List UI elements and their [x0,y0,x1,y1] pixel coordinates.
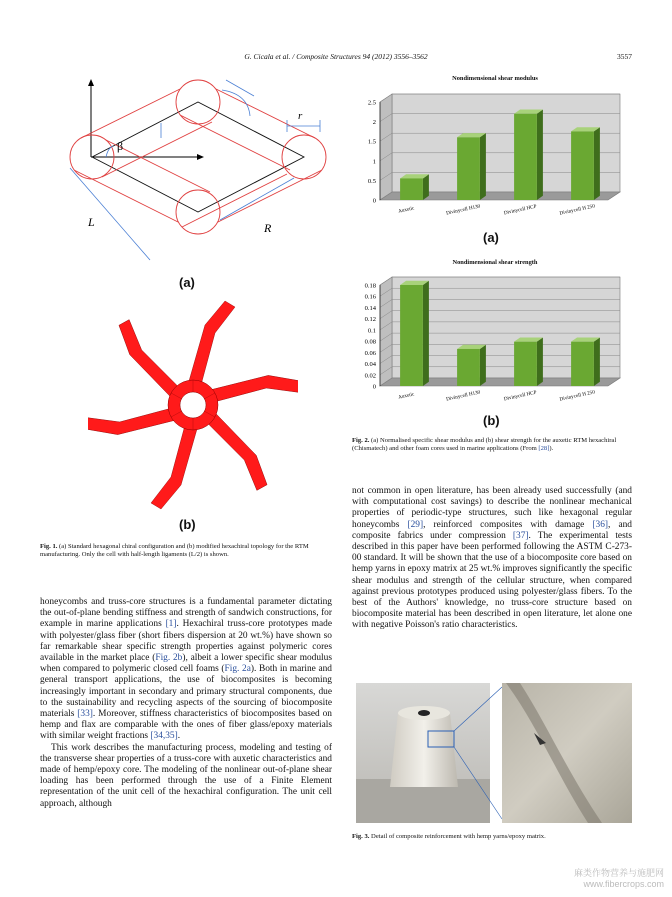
chart-b-title: Nondimensional shear strength [452,259,538,266]
fig2-caption [352,437,632,453]
fig3-caption-text: Detail of composite reinforcement with hemp yarns/epoxy matrix. [369,833,546,840]
ref-1-link[interactable]: [1] [165,619,177,630]
fig1-caption [40,543,332,559]
ligament-4 [180,115,290,170]
chart-b-side-wall [380,277,392,386]
ref-36-link[interactable]: [36] [592,519,609,530]
chart-b-bar-side [537,337,543,386]
dim-line-top [226,80,254,96]
chart-a-bar [571,131,594,200]
chart-b-ytick-label: 0.12 [364,316,376,324]
chart-a-bar [514,114,537,200]
x-arrowhead-icon [197,154,204,160]
chart-b-category-label: Divinycell H130 [445,389,481,403]
fig3-caption [352,833,632,841]
chart-a-ytick-label: 2 [372,119,376,127]
p3-text-d: . The experimental tests described in this paper have been performed following the ASTM C-273-00 standard. It will be shown that the use of a biocomposite core based on hemp yarns in epoxy matrix at 25 wt.% improves significantly the specific shear modulus and strength of the cellular structure, when compared against previous prototypes produced using polyester/glass fibers. To the best of the Authors' knowledge, no truss-core structure based on biocomposite material has been described in open literature, let alone one with negative Poisson's ratio characteristics. [352,530,632,631]
dim-line-R [220,178,294,220]
fig1a-hexachiral-diagram [50,70,340,270]
right-column-text [352,486,632,632]
chart-a-category-label: Auxetic [397,205,415,215]
dim-line-L [70,168,150,260]
chart-a-ytick-label: 1 [372,158,376,166]
hemp-yarn-spool [390,713,458,787]
paragraph-2: This work describes the manufacturing process, modeling and testing of the transverse shear properties of a truss-core with auxetic characteristics and made of hemp/epoxy core. The modeling of the nonlinear out-of-plane shear loading has been performed through the use of a Finite Element representation of the unit cell of the hexachiral configuration. The unit cell approach, although [40,742,332,809]
chart-b-category-label: Divinycell H 250 [559,389,596,403]
chart-b-bar [571,342,594,386]
chart-b-ytick-label: 0.18 [364,282,376,290]
fig2-panel-b-label: (b) [483,413,500,428]
fig2-caption-ref[interactable]: [28] [538,445,550,453]
chart-a-title: Nondimensional shear modulus [452,75,538,82]
chart-a-bar [400,178,423,200]
fig1b-hexachiral-cell [88,300,298,510]
hub-hole [180,392,206,418]
page-number: 3557 [617,52,632,61]
chart-b [340,267,632,412]
chart-a-category-label: Divinycell H130 [445,203,481,217]
chart-b-ytick-label: 0.04 [364,361,376,369]
fig1-panel-b-label: (b) [179,517,196,532]
chart-a-ytick-label: 0 [372,197,376,205]
chart-a-bar [457,137,480,200]
site-watermark [574,866,664,889]
chart-a-ytick-label: 1.5 [367,138,376,146]
chart-a-side-wall [380,94,392,200]
chart-a-bar-side [594,127,600,200]
journal-citation: G. Cicala et al. / Composite Structures 94 (2012) 3556–3562 [244,52,428,61]
fig1-panel-a-label: (a) [179,275,195,290]
chart-b-bar [457,349,480,386]
ref-34-35-link[interactable]: [34,35] [150,731,178,742]
chart-b-category-label: Divinycell HCP [503,389,538,403]
fig3-caption-label: Fig. 3. [352,833,370,840]
chart-a-bar-side [480,133,486,200]
fig2-caption-text: (a) Normalised specific shear modulus and (b) shear strength for the auxetic RTM hexachiral (Chismatech) and other foam cores used in marine applications (From [352,437,617,453]
chart-b-ytick-label: 0.14 [364,304,376,312]
chart-b-ytick-label: 0 [372,383,376,391]
p3-text-a: not common in open literature, has been already used successfully (and with computational cost savings) to describe the nonlinear mechanical properties of periodic-type structures, such like hexagonal regular honeycombs [352,486,632,530]
chart-a-bar-side [537,110,543,200]
fig3-photos [356,683,632,823]
arm-4 [151,425,201,509]
fig2-caption-label: Fig. 2. [352,437,370,444]
chart-b-bar-side [480,345,486,386]
chart-b-bar [514,342,537,386]
chart-b-bar-side [423,281,429,386]
watermark-line-1: 麻类作物营养与施肥网 [573,868,664,878]
label-beta: β [117,139,124,153]
label-L: L [88,215,95,229]
p1-text-f: . [177,731,181,742]
p3-text-b: , reinforced composites with damage [423,519,593,530]
chart-b-ytick-label: 0.16 [364,293,376,301]
chart-a-ytick-label: 0.5 [367,177,376,185]
fig1-caption-label: Fig. 1. [40,543,58,550]
arm-1 [185,301,235,385]
fig1-caption-text: (a) Standard hexagonal chiral configuration and (b) modified hexachiral topology for the RTM manufacturing. Only the cell with half-length ligaments (L/2) is shown. [40,543,309,559]
fig2-caption-end: ). [549,445,554,453]
paragraph-3 [352,486,632,632]
chart-a-ytick-label: 2.5 [367,99,376,107]
p1-text-d: ). Both in marine and general transport applications, the use of biocomposites is becoming increasingly important in secondary and primary structural components, due to the sustainability and recycling aspects of the sourcing of biocomposite materials [40,664,332,720]
chart-b-category-label: Auxetic [397,391,415,401]
y-arrowhead-icon [88,79,94,86]
fig2a-link[interactable]: Fig. 2a [224,664,251,675]
chart-b-ytick-label: 0.06 [364,349,376,357]
ligament-6 [218,170,322,222]
chart-a-bar-side [423,174,429,200]
chart-a [340,84,632,226]
chart-b-ytick-label: 0.08 [364,338,376,346]
p1-text-a: honeycombs and truss-core structures is a fundamental parameter dictating the out-of-plane bending stiffness and strength of sandwich constructions, for example in marine applications [40,597,332,630]
fig2b-link[interactable]: Fig. 2b [155,653,183,664]
chart-b-ytick-label: 0.1 [367,327,376,335]
paragraph-1 [40,597,332,743]
fig2-panel-a-label: (a) [483,230,499,245]
label-r: r [298,110,303,122]
ref-33-link[interactable]: [33] [77,709,93,720]
chart-b-ytick-label: 0.02 [364,372,376,380]
spool-core-hole [418,710,430,716]
chart-a-category-label: Divinycell H 250 [559,203,596,217]
chart-b-bar-side [594,337,600,386]
ref-37-link[interactable]: [37] [512,530,529,541]
chart-b-bar [400,285,423,386]
left-column-text [40,597,332,810]
p1-text-e: . Moreover, stiffness characteristics of biocomposites based on hemp and flax are comparable with the ones of fiber glass/epoxy materials with similar weight fractions [40,709,332,742]
label-R: R [264,221,272,235]
p1-text-b: . Hexachiral truss-core prototypes made with polyester/glass fiber (short fibers dispersion at 20 wt.%) have shown so far remarkable shear specific strength properties against polymeric cores available in the market place ( [40,619,332,664]
p3-text-c: , and composite fabrics under compression [352,519,632,541]
ligament-1 [81,89,180,138]
ref-29-link[interactable]: [29] [407,519,424,530]
ligament-5 [182,174,287,227]
chart-a-category-label: Divinycell HCP [503,203,538,217]
watermark-line-2: www.fibercrops.com [583,879,664,889]
p1-text-c: ), albeit a lower specific shear modulus when compared to polymeric closed cell foams ( [40,653,332,675]
